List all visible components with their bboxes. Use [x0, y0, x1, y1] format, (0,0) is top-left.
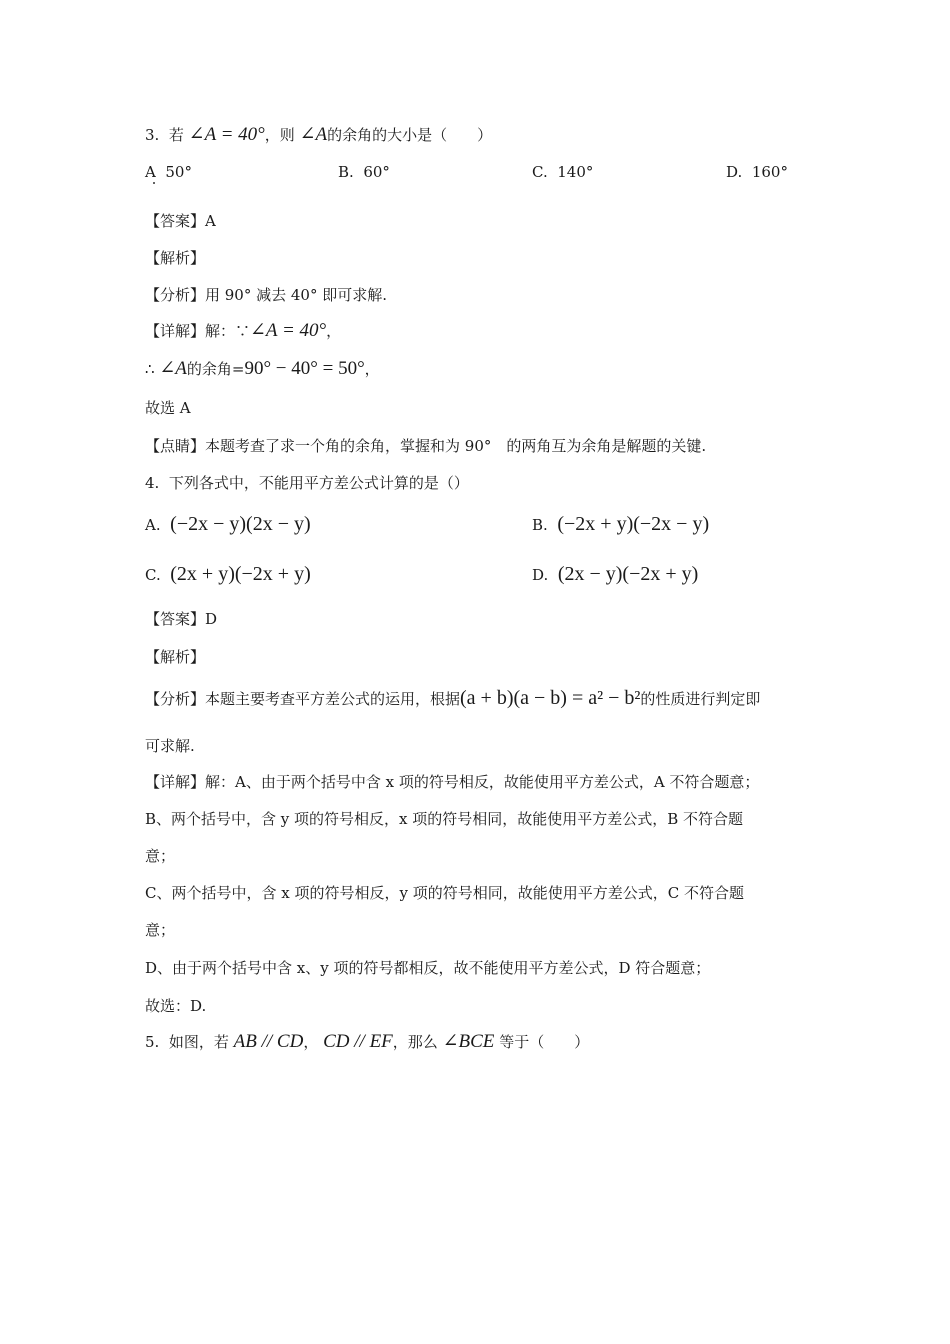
q5-number: 5.	[145, 1033, 160, 1051]
q4-detail-b: B、两个括号中，含 y 项的符号相反，x 项的符号相同，故能使用平方差公式，B 不符合题	[145, 810, 744, 828]
q3-option-d: D. 160°	[726, 163, 788, 181]
q3-therefore: ∴ ∠A的余角=90° − 40° = 50°，	[145, 358, 380, 379]
q4-option-b: B. (−2x + y)(−2x − y)	[532, 513, 710, 535]
q4-detail-d: D、由于两个括号中含 x、y 项的符号都相反，故不能使用平方差公式，D 符合题意；	[145, 959, 711, 977]
q4-detail-b-cont: 意；	[145, 847, 176, 865]
q5-stem: 5. 如图，若 AB // CD， CD // EF，那么 ∠BCE 等于（ ）	[145, 1031, 590, 1052]
q4-number: 4.	[145, 474, 160, 492]
q4-detail-a: 【详解】解：A、由于两个括号中含 x 项的符号相反，故能使用平方差公式，A 不符合题意；	[145, 773, 760, 791]
q3-stem-math: ∠A = 40°	[188, 124, 265, 145]
q4-option-c: C. (2x + y)(−2x + y)	[145, 563, 311, 585]
q3-option-b: B. 60°	[338, 163, 390, 181]
q3-analysis-heading: 【解析】	[145, 249, 206, 267]
q4-answer: 【答案】D	[145, 610, 218, 628]
q4-fenxi-cont: 可求解.	[145, 737, 195, 755]
q4-fenxi: 【分析】本题主要考查平方差公式的运用，根据(a + b)(a − b) = a² − b²的性质进行判定即	[145, 687, 761, 709]
option-a-dot	[153, 182, 155, 184]
q3-dianjing: 【点睛】本题考查了求一个角的余角，掌握和为 90° 的两角互为余角是解题的关键.	[145, 437, 707, 455]
q3-stem: 3. 若 ∠A = 40°，则 ∠A的余角的大小是（ ）	[145, 124, 493, 145]
q3-choose: 故选 A	[145, 399, 191, 417]
q3-number: 3.	[145, 126, 160, 144]
q3-fenxi: 【分析】用 90° 减去 40° 即可求解.	[145, 286, 388, 304]
q4-stem: 4. 下列各式中，不能用平方差公式计算的是（）	[145, 474, 469, 492]
q3-xiangjie: 【详解】解：∵∠A = 40°，	[145, 320, 342, 341]
q4-option-d: D. (2x − y)(−2x + y)	[532, 563, 699, 585]
difference-of-squares-formula: (a + b)(a − b) = a² − b²	[460, 687, 641, 709]
q4-detail-c-cont: 意；	[145, 921, 176, 939]
q3-answer: 【答案】A	[145, 212, 216, 230]
q4-option-a: A. (−2x − y)(2x − y)	[145, 513, 311, 535]
q4-detail-c: C、两个括号中，含 x 项的符号相反，y 项的符号相同，故能使用平方差公式，C 不符合题	[145, 884, 744, 902]
q3-option-a: A 50°	[145, 163, 192, 181]
q4-analysis-heading: 【解析】	[145, 648, 206, 666]
q4-choose: 故选：D.	[145, 997, 207, 1015]
q3-option-c: C. 140°	[532, 163, 594, 181]
